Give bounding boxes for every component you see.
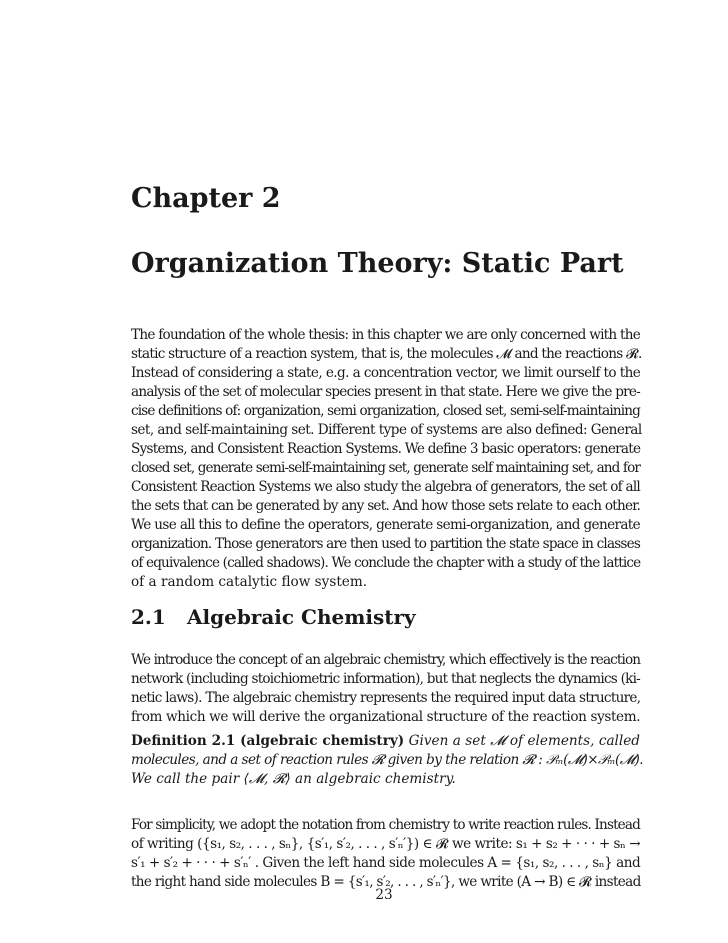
notation-paragraph	[131, 816, 640, 892]
section-title: Algebraic Chemistry	[187, 605, 416, 629]
section-paragraph	[131, 651, 640, 727]
notation-line: the right hand side molecules B = {s′₁, s′₂, . . . , s′ₙ′}, we write (A → B) ∈ 𝓡 instead	[131, 874, 641, 890]
definition-line: We call the pair ⟨𝓜, 𝓡⟩ an algebraic chemistry.	[131, 771, 456, 787]
section-heading	[131, 605, 416, 629]
section-line: We introduce the concept of an algebraic chemistry, which effectively is the reaction	[131, 652, 641, 668]
intro-paragraph	[131, 326, 640, 592]
definition-text: Given a set 𝓜 of elements, called	[408, 733, 640, 749]
section-line: netic laws). The algebraic chemistry represents the required input data structure,	[131, 690, 641, 706]
notation-line: of writing ({s₁, s₂, . . . , sₙ}, {s′₁, s′₂, . . . , s′ₙ′}) ∈ 𝓡 we write: s₁ + s₂ + · · · + sₙ →	[131, 836, 641, 852]
intro-line: closed set, generate semi-self-maintaining set, generate self maintaining set, and for	[131, 460, 640, 476]
intro-line: of a random catalytic flow system.	[131, 574, 368, 590]
intro-line: of equivalence (called shadows). We conclude the chapter with a study of the lattice	[131, 555, 641, 571]
intro-line: static structure of a reaction system, that is, the molecules 𝓜 and the reactions 𝓡.	[131, 346, 642, 362]
intro-line: The foundation of the whole thesis: in this chapter we are only concerned with the	[131, 327, 641, 343]
intro-line: Systems, and Consistent Reaction Systems. We define 3 basic operators: generate	[131, 441, 641, 457]
intro-line: the sets that can be generated by any set. And how those sets relate to each other.	[131, 498, 641, 514]
intro-line: organization. Those generators are then used to partition the state space in classes	[131, 536, 640, 552]
intro-line: set, and self-maintaining set. Different type of systems are also defined: General	[131, 422, 642, 438]
section-line: from which we will derive the organizational structure of the reaction system.	[131, 709, 641, 725]
definition-head: Definition 2.1 (algebraic chemistry)	[131, 733, 405, 749]
definition-line: molecules, and a set of reaction rules 𝓡 given by the relation 𝓡 : 𝒫ₘ(𝓜)×𝒫ₘ(𝓜).	[131, 752, 643, 768]
intro-line: Instead of considering a state, e.g. a concentration vector, we limit ourself to the	[131, 365, 641, 381]
notation-line: For simplicity, we adopt the notation from chemistry to write reaction rules. Instead	[131, 817, 640, 833]
section-number: 2.1	[131, 605, 166, 629]
chapter-label: Chapter 2	[131, 183, 281, 214]
intro-line: cise definitions of: organization, semi organization, closed set, semi-self-maintaining	[131, 403, 641, 419]
intro-line: We use all this to define the operators, generate semi-organization, and generate	[131, 517, 641, 533]
definition-block	[131, 732, 643, 789]
page-number: 23	[375, 887, 393, 903]
section-line: network (including stoichiometric information), but that neglects the dynamics (ki-	[131, 671, 640, 687]
definition-line	[131, 732, 640, 751]
intro-line: Consistent Reaction Systems we also study the algebra of generators, the set of all	[131, 479, 640, 495]
chapter-title: Organization Theory: Static Part	[131, 248, 624, 279]
notation-line: s′₁ + s′₂ + · · · + s′ₙ′ . Given the left hand side molecules A = {s₁, s₂, . . . , sₙ} and	[131, 855, 641, 871]
intro-line: analysis of the set of molecular species present in that state. Here we give the pre-	[131, 384, 640, 400]
